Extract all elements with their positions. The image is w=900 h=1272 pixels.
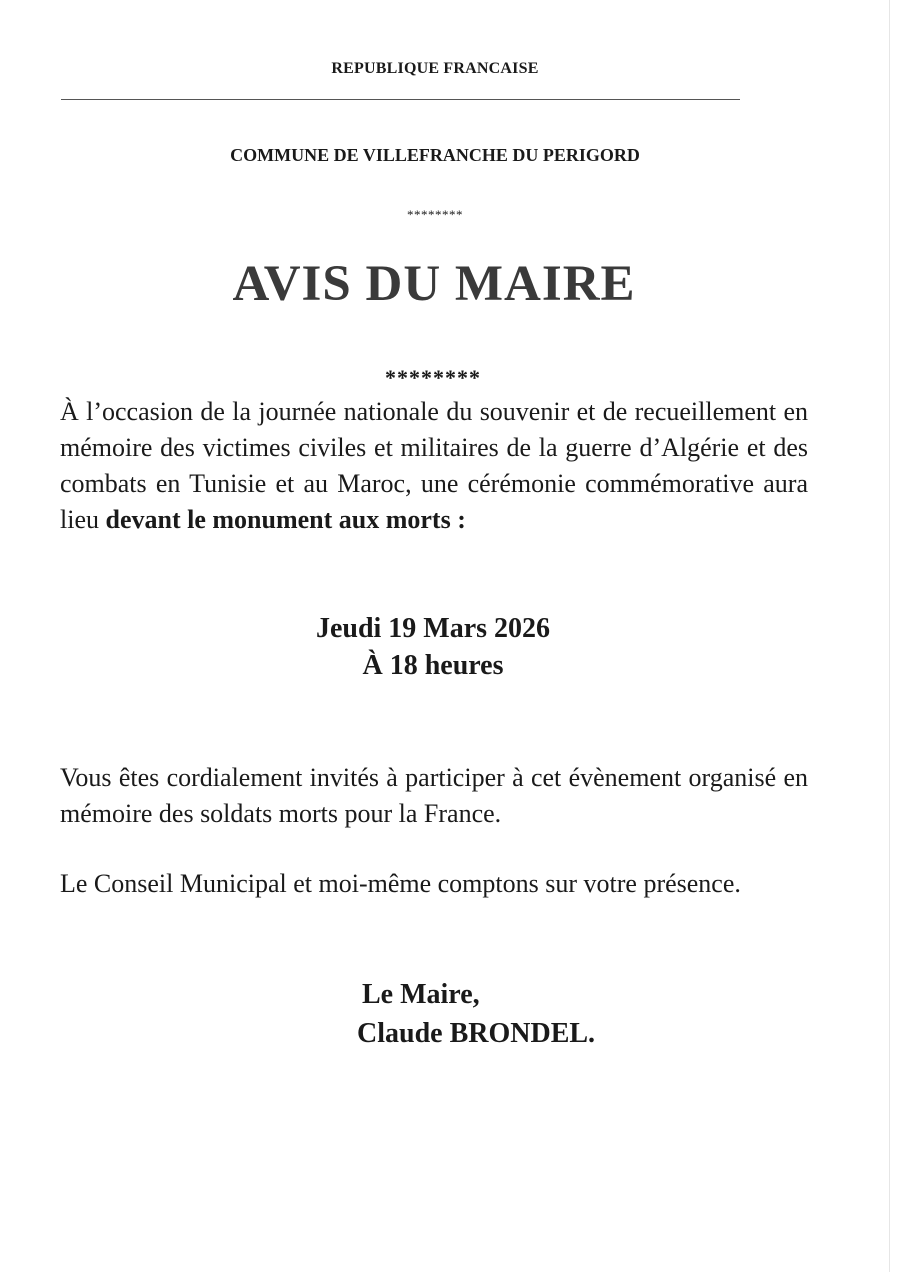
intro-location: devant le monument aux morts : bbox=[105, 505, 466, 534]
event-datetime bbox=[0, 610, 866, 684]
invite-paragraph: Vous êtes cordialement invités à participer à cet évènement organisé en mémoire des soldats morts pour la France. bbox=[60, 763, 808, 828]
intro-paragraph bbox=[60, 394, 808, 538]
signature-role: Le Maire, bbox=[362, 979, 480, 1010]
signature-block bbox=[357, 975, 595, 1053]
star-separator: ******** bbox=[385, 365, 481, 390]
intro-text: À l’occasion de la journée nationale du souvenir et de recueillement en mémoire des victimes civiles et militaires de la guerre d’Algérie et des combats en Tunisie et au Maroc, une cérémonie commémorative aura lieu bbox=[60, 397, 808, 534]
scan-edge-line bbox=[889, 0, 890, 1272]
republic-heading: REPUBLIQUE FRANCAISE bbox=[331, 60, 539, 77]
closing-paragraph: Le Conseil Municipal et moi-même comptons sur votre présence. bbox=[60, 869, 741, 898]
event-time: À 18 heures bbox=[362, 650, 504, 681]
header-divider bbox=[61, 99, 740, 100]
notice-title: AVIS DU MAIRE bbox=[232, 256, 636, 312]
event-date: Jeudi 19 Mars 2026 bbox=[315, 613, 551, 644]
small-star-separator: ******** bbox=[407, 207, 463, 222]
commune-heading: COMMUNE DE VILLEFRANCHE DU PERIGORD bbox=[230, 145, 640, 165]
signature-name: Claude BRONDEL. bbox=[357, 1018, 596, 1049]
